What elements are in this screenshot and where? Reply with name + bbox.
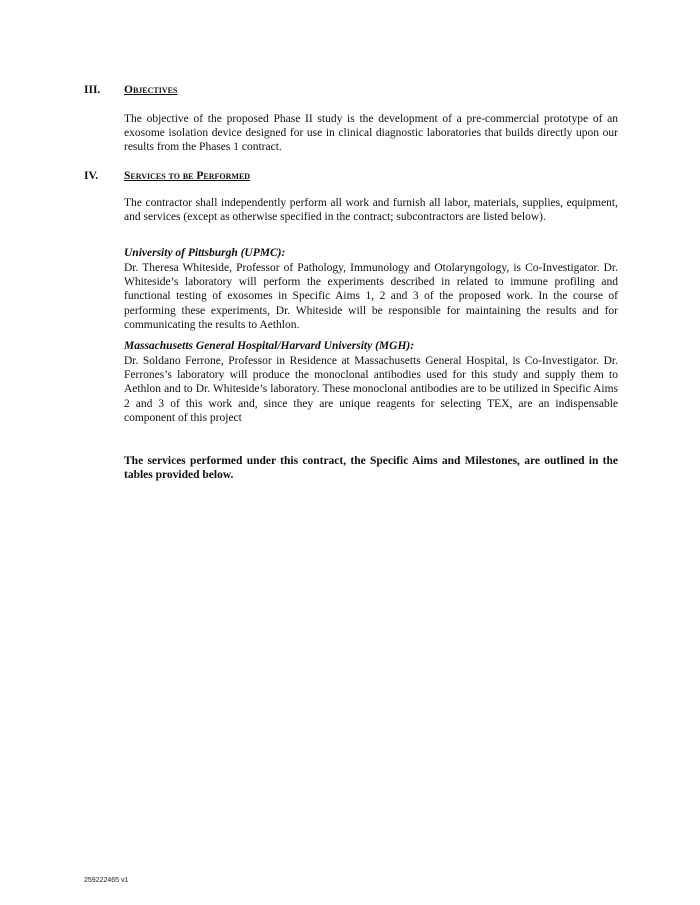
section-title: Objectives	[124, 84, 178, 96]
objectives-paragraph: The objective of the proposed Phase II study is the development of a pre-commercial prototype of an exosome isolation device designed for use in clinical diagnostic laboratories that builds directly upon our results from the Phases 1 contract.	[124, 113, 618, 154]
services-paragraph: The contractor shall independently perform all work and furnish all labor, materials, supplies, equipment, and services (except as otherwise specified in the contract; subcontractors are listed below).	[124, 197, 618, 224]
section-title: Services to be Performed	[124, 170, 251, 182]
subcontractor-text-upmc: Dr. Theresa Whiteside, Professor of Pathology, Immunology and Otolaryngology, is Co-Investigator. Dr. Whiteside’s laboratory will perform the experiments described in related to immune profiling and functional testing of exosomes in Specific Aims 1, 2 and 3 of the proposed work. In the course of performing these experiments, Dr. Whiteside will be responsible for maintaining the results and for communicating the results to Aethlon.	[124, 262, 618, 331]
subcontractor-heading-upmc: University of Pittsburgh (UPMC):	[124, 247, 286, 259]
section-number: IV.	[84, 170, 99, 182]
document-id: 259222465 v1	[84, 877, 129, 884]
section-number: III.	[84, 84, 101, 96]
subcontractor-text-mgh: Dr. Soldano Ferrone, Professor in Residence at Massachusetts General Hospital, is Co-Investigator. Dr. Ferrones’s laboratory will produce the monoclonal antibodies used for this study and supply them to Aethlon and to Dr. Whiteside’s laboratory. These monoclonal antibodies are to be utilized in Specific Aims 2 and 3 of this work and, since they are unique reagents for selecting TEX, are an indispensable component of this project	[124, 355, 618, 424]
closing-statement: The services performed under this contract, the Specific Aims and Milestones, are outlined in the tables provided below.	[124, 455, 618, 482]
subcontractor-heading-mgh: Massachusetts General Hospital/Harvard University (MGH):	[124, 340, 415, 352]
